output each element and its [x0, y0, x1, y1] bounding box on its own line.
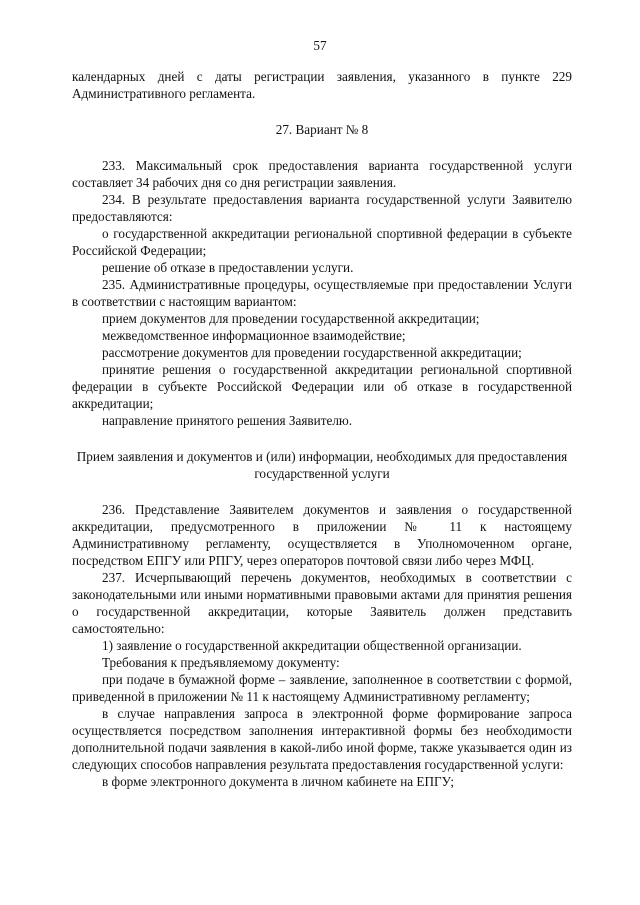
list-item: в случае направления запроса в электронной форме формирование запроса осуществляется посредством заполнения интерактивной формы без необходимости дополнительной подачи заявления в какой-либо иной форме, также указывается один из следующих способов направления результата предоставления государственной услуги: [72, 706, 572, 772]
requirements-heading: Требования к предъявляемому документу: [102, 655, 340, 670]
list-item: прием документов для проведении государственной аккредитации; [102, 311, 480, 326]
page-number: 57 [313, 38, 327, 53]
list-item: решение об отказе в предоставлении услуги. [102, 260, 354, 275]
list-item: 1) заявление о государственной аккредитации общественной организации. [102, 638, 522, 653]
list-item: о государственной аккредитации региональной спортивной федерации в субъекте Российской Федерации; [72, 226, 572, 258]
list-item: межведомственное информационное взаимодействие; [102, 328, 406, 343]
list-item: при подаче в бумажной форме – заявление, заполненное в соответствии с формой, приведенной в приложении № 11 к настоящему Административному регламенту; [72, 672, 572, 704]
paragraph-237: 237. Исчерпывающий перечень документов, необходимых в соответствии с законодательными или иными нормативными правовыми актами для принятия решения о государственной аккредитации, которые Заявитель должен представить самостоятельно: [72, 570, 572, 636]
subsection-heading: Прием заявления и документов и (или) информации, необходимых для предоставления государственной услуги [76, 449, 568, 481]
paragraph-236: 236. Представление Заявителем документов и заявления о государственной аккредитации, предусмотренного в приложении № 11 к настоящему Административному регламенту, осуществляется в Уполномоченном органе, посредством ЕПГУ или РПГУ, через операторов почтовой связи либо через МФЦ. [72, 502, 572, 568]
paragraph-233: 233. Максимальный срок предоставления варианта государственной услуги составляет 34 рабочих дня со дня регистрации заявления. [72, 158, 572, 190]
paragraph-continuation: календарных дней с даты регистрации заявления, указанного в пункте 229 Административного регламента. [72, 69, 572, 101]
list-item: в форме электронного документа в личном кабинете на ЕПГУ; [102, 774, 455, 789]
page-content [72, 68, 572, 790]
section-heading: 27. Вариант № 8 [275, 122, 369, 137]
paragraph-235: 235. Административные процедуры, осуществляемые при предоставлении Услуги в соответствии с настоящим вариантом: [72, 277, 572, 309]
list-item: принятие решения о государственной аккредитации региональной спортивной федерации в субъекте Российской Федерации или об отказе в государственной аккредитации; [72, 362, 572, 411]
paragraph-234: 234. В результате предоставления варианта государственной услуги Заявителю предоставляются: [72, 192, 572, 224]
list-item: рассмотрение документов для проведении государственной аккредитации; [102, 345, 522, 360]
list-item: направление принятого решения Заявителю. [102, 413, 353, 428]
